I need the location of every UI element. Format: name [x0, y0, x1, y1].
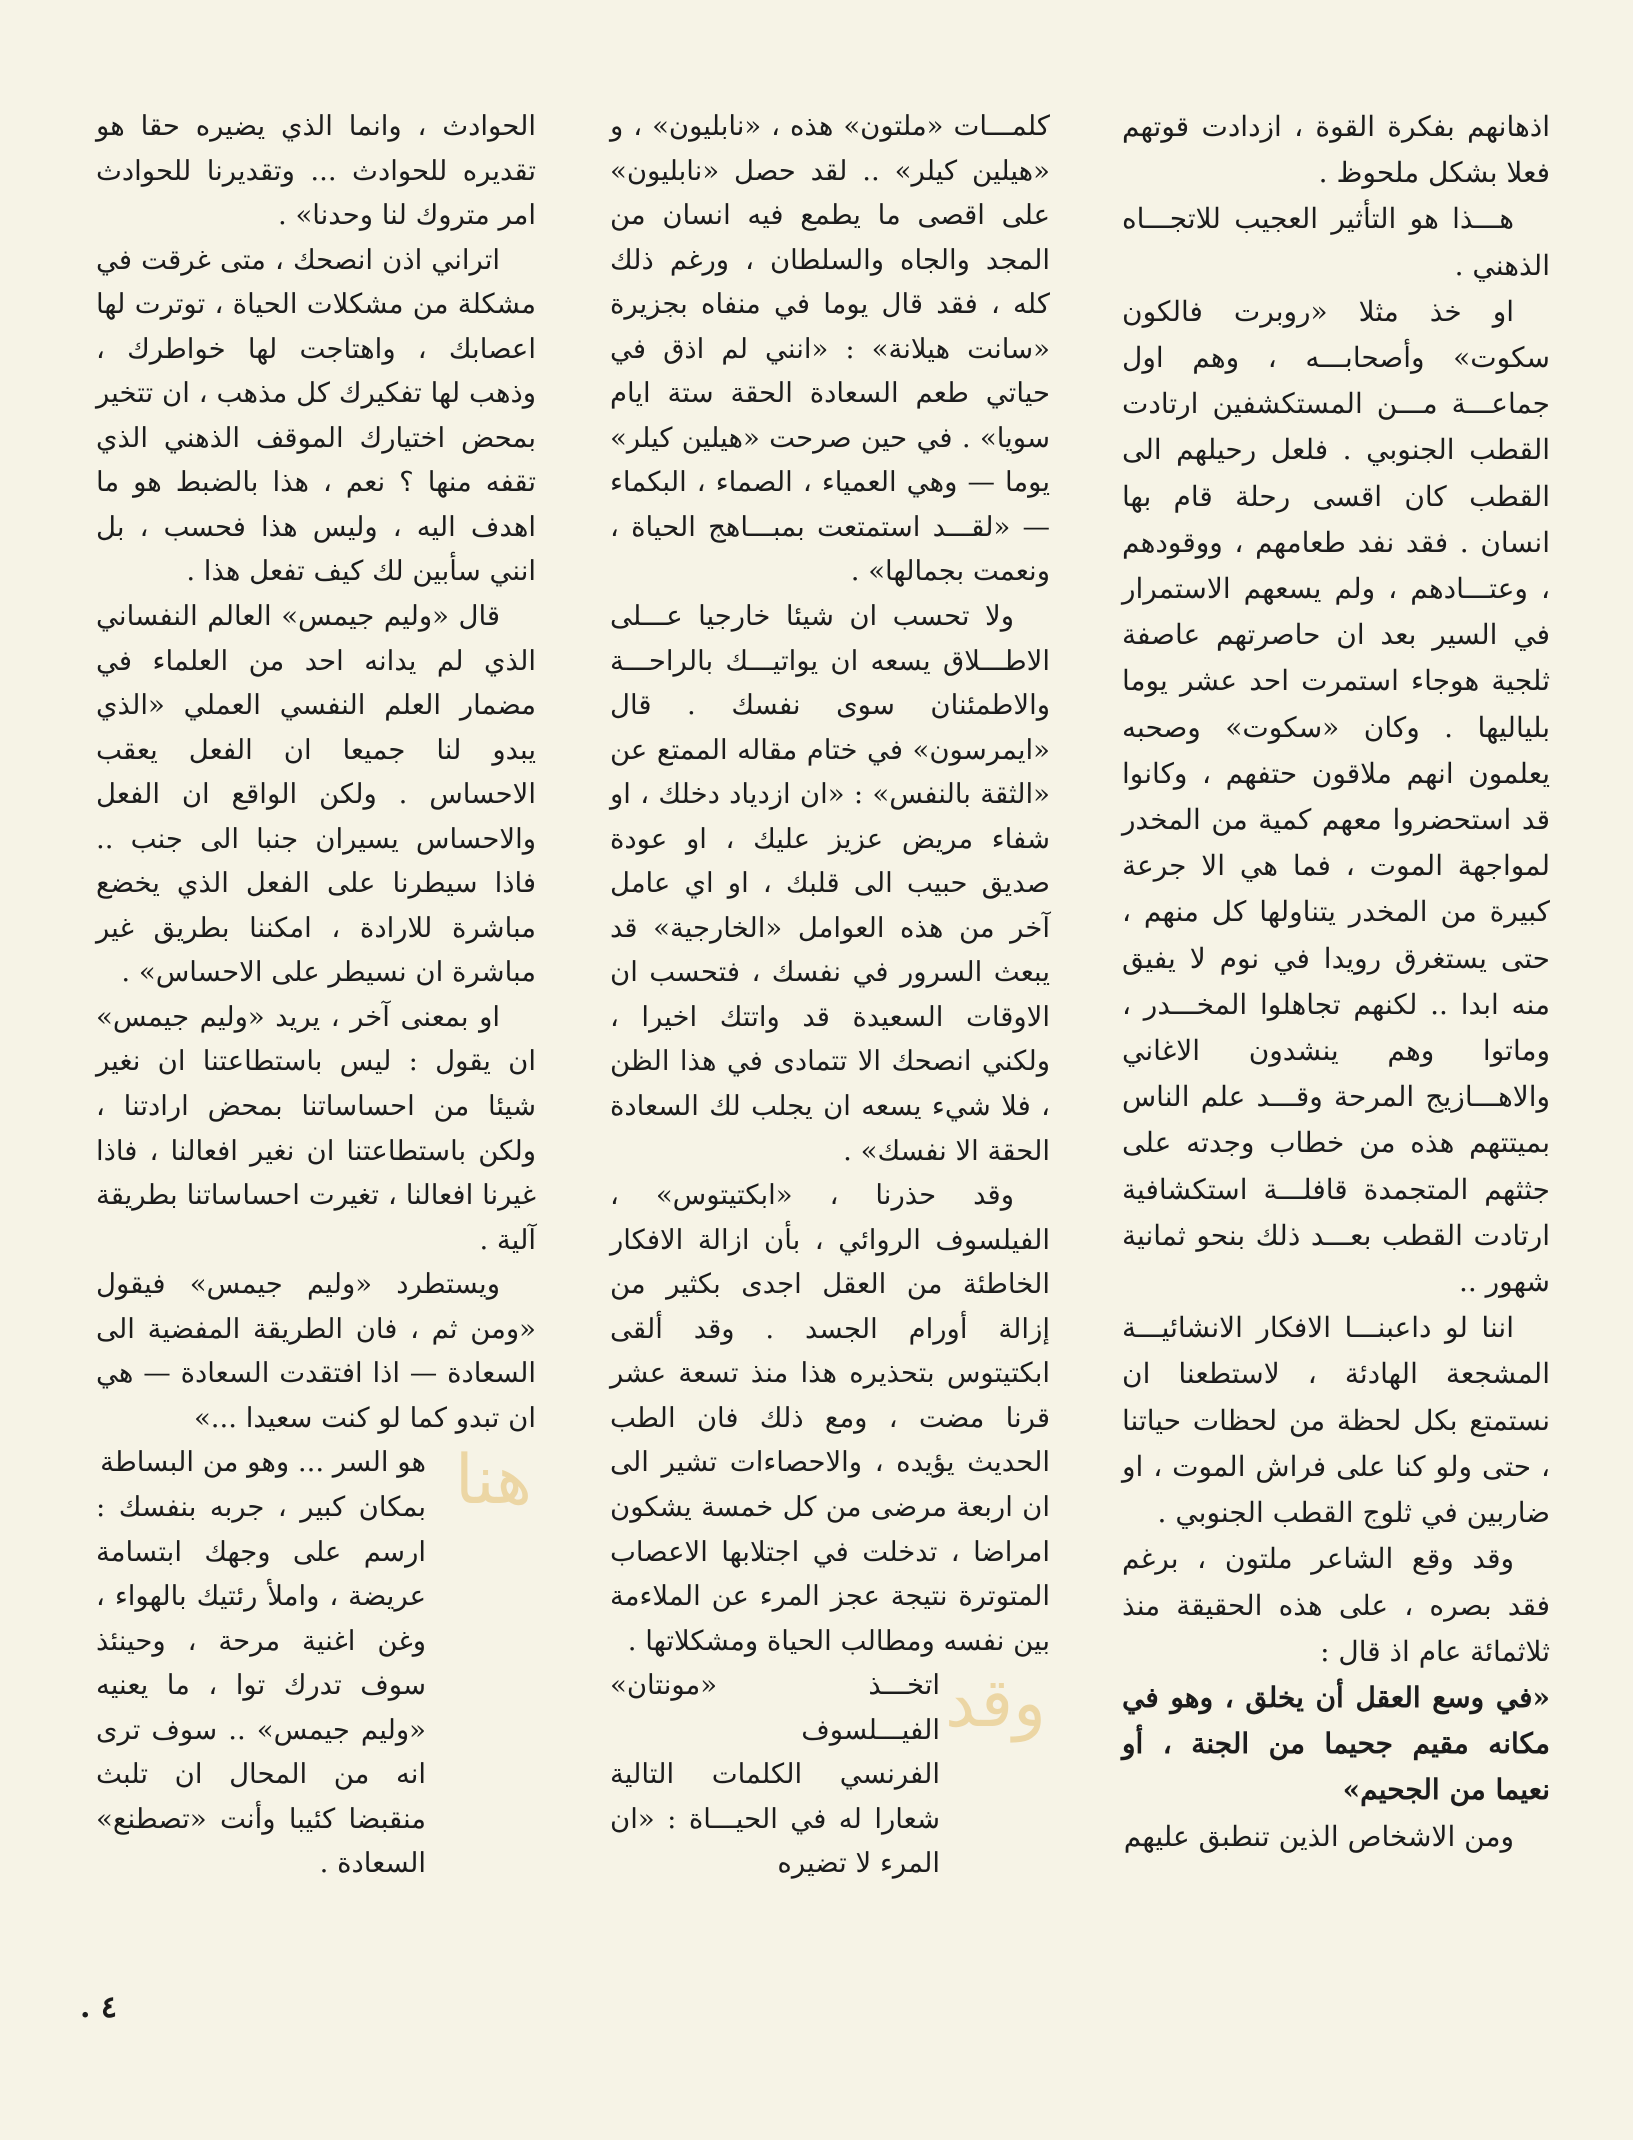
decorative-dropcap: هنا [454, 1441, 532, 1521]
paragraph-first-line: هو السر ... وهو من البساطة [100, 1446, 426, 1479]
column-middle [610, 104, 1050, 1886]
paragraph: ويستطرد «وليم جيمس» فيقول «ومن ثم ، فان الطريقة المفضية الى السعادة — اذا افتقدت السعادة — هي ان تبدو كما لو كنت سعيدا ...» [96, 1268, 536, 1434]
paragraph: كلمـــات «ملتون» هذه ، «نابليون» ، و «هيلين كيلر» .. لقد حصل «نابليون» على اقصى ما يطمع فيه انسان من المجد والجاه والسلطان ، ورغم ذلك كله ، فقد قال يوما في منفاه بجزيرة «سانت هيلانة» : «انني لم اذق في حياتي طعم السعادة الحقة ستة ايام سويا» . في حين صرحت «هيلين كيلر» يوما — وهي العمياء ، الصماء ، البكماء — «لقـــد استمتعت بمبـــاهج الحياة ، ونعمت بجمالها» . [610, 110, 1050, 588]
paragraph: هـــذا هو التأثير العجيب للاتجـــاه الذهني . [1122, 202, 1550, 282]
paragraph: ولا تحسب ان شيئا خارجيا عـــلى الاطـــلاق يسعه ان يواتيـــك بالراحـــة والاطمئنان سوى نفسك . قال «ايمرسون» في ختام مقاله الممتع عن «الثقة بالنفس» : «ان ازدياد دخلك ، او شفاء مريض عزيز عليك ، او عودة صديق حبيب الى قلبك ، او اي عامل آخر من هذه العوامل «الخارجية» قد يبعث السرور في نفسك ، فتحسب ان الاوقات السعيدة قد واتتك اخيرا ، ولكني انصحك الا تتمادى في هذا الظن ، فلا شيء يسعه ان يجلب لك السعادة الحقة الا نفسك» . [610, 600, 1050, 1167]
paragraph: ومن الاشخاص الذين تنطبق عليهم [1123, 1819, 1514, 1853]
paragraph: اتراني اذن انصحك ، متى غرقت في مشكلة من مشكلات الحياة ، توترت لها اعصابك ، واهتاجت لها خواطرك ، وذهب لها تفكيرك كل مذهب ، ان تتخير بمحض اختيارك الموقف الذهني الذي تقفه منها ؟ نعم ، هذا بالضبط هو ما اهدف اليه ، وليس هذا فحسب ، بل انني سأبين لك كيف تفعل هذا . [96, 243, 536, 588]
paragraph-first-line: اتخـــذ «مونتان» الفيـــلسوف [610, 1669, 940, 1746]
decorative-dropcap: وقد [944, 1664, 1046, 1744]
paragraph: اننا لو داعبنـــا الافكار الانشائيـــة المشجعة الهادئة ، لاستطعنا ان نستمتع بكل لحظة من لحظات حياتنا ، حتى ولو كنا على فراش الموت ، او ضاربين في ثلوج القطب الجنوبي . [1122, 1311, 1550, 1530]
paragraph: قال «وليم جيمس» العالم النفساني الذي لم يدانه احد من العلماء في مضمار العلم النفسي العملي «الذي يبدو لنا جميعا ان الفعل يعقب الاحساس . ولكن الواقع ان الفعل والاحساس يسيران جنبا الى جنب .. فاذا سيطرنا على الفعل الذي يخضع مباشرة للارادة ، امكننا بطريق غير مباشرة ان نسيطر على الاحساس» . [96, 600, 536, 989]
paragraph: او خذ مثلا «روبرت فالكون سكوت» وأصحابـــه ، وهم اول جماعـــة مـــن المستكشفين ارتادت القطب الجنوبي . فلعل رحيلهم الى القطب كان اقسى رحلة قام بها انسان . فقد نفد طعامهم ، ووقودهم ، وعتـــادهم ، ولم يسعهم الاستمرار في السير بعد ان حاصرتهم عاصفة ثلجية هوجاء استمرت احد عشر يوما بلياليها . وكان «سكوت» وصحبه يعلمون انهم ملاقون حتفهم ، وكانوا قد استحضروا معهم كمية من المخدر لمواجهة الموت ، فما هي الا جرعة كبيرة من المخدر يتناولها كل منهم ، حتى يستغرق رويدا في نوم لا يفيق منه ابدا .. لكنهم تجاهلوا المخـــدر ، وماتوا وهم ينشدون الاغاني والاهـــازيج المرحة وقـــد علم الناس بميتتهم هذه من خطاب وجدته على جثثهم المتجمدة قافلـــة استكشافية ارتادت القطب بعـــد ذلك بنحو ثمانية شهور .. [1122, 294, 1550, 1299]
dropcap-paragraph [96, 1440, 536, 1885]
paragraph: اذهانهم بفكرة القوة ، ازدادت قوتهم فعلا بشكل ملحوظ . [1122, 110, 1550, 190]
milton-quote: «في وسع العقل أن يخلق ، وهو في مكانه مقيم جحيما من الجنة ، أو نعيما من الجحيم» [1122, 1680, 1550, 1807]
dropcap-paragraph [610, 1663, 1050, 1886]
paragraph: الفرنسي الكلمات التالية شعارا له في الحيـــاة : «ان المرء لا تضيره [610, 1758, 940, 1880]
page-number: ٤ . [80, 1990, 118, 2025]
column-left [96, 104, 536, 1886]
paragraph: وقد وقع الشاعر ملتون ، برغم فقد بصره ، على هذه الحقيقة منذ ثلاثمائة عام اذ قال : [1122, 1542, 1550, 1668]
paragraph: وقد حذرنا ، «ابكتيتوس» ، الفيلسوف الروائي ، بأن ازالة الافكار الخاطئة من العقل اجدى بكثير من إزالة أورام الجسد . وقد ألقى ابكتيتوس بتحذيره هذا منذ تسعة عشر قرنا مضت ، ومع ذلك فان الطب الحديث يؤيده ، والاحصاءات تشير الى ان اربعة مرضى من كل خمسة يشكون امراضا ، تدخلت في اجتلابها الاعصاب المتوترة نتيجة عجز المرء عن الملاءمة بين نفسه ومطالب الحياة ومشكلاتها . [610, 1179, 1050, 1657]
paragraph: او بمعنى آخر ، يريد «وليم جيمس» ان يقول : ليس باستطاعتنا ان نغير شيئا من احساساتنا بمحض ارادتنا ، ولكن باستطاعتنا ان نغير افعالنا ، فاذا غيرنا افعالنا ، تغيرت احساساتنا بطريقة آلية . [96, 1000, 536, 1256]
paragraph: بمكان كبير ، جربه بنفسك : ارسم على وجهك ابتسامة عريضة ، واملأ رئتيك بالهواء ، وغن اغنية مرحة ، وحينئذ سوف تدرك توا ، ما يعنيه «وليم جيمس» .. سوف ترى انه من المحال ان تلبث منقبضا كئيبا وأنت «تصطنع» السعادة . [96, 1490, 426, 1880]
paragraph: الحوادث ، وانما الذي يضيره حقا هو تقديره للحوادث ... وتقديرنا للحوادث امر متروك لنا وحدنا» . [96, 110, 536, 232]
column-right [1122, 104, 1550, 1860]
